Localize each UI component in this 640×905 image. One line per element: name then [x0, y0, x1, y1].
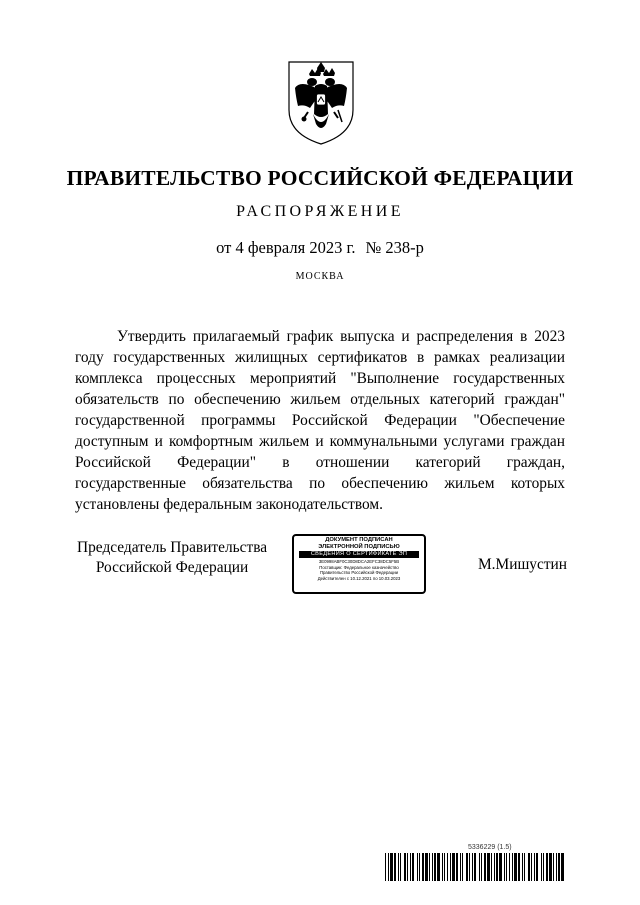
signer-name: М.Мишустин — [478, 556, 568, 573]
stamp-heading-line1: ДОКУМЕНТ ПОДПИСАН — [325, 537, 393, 543]
signer-position-line1: Председатель Правительства — [77, 539, 268, 556]
document-city: МОСКВА — [295, 271, 345, 282]
stamp-certificate-bar: СВЕДЕНИЯ О СЕРТИФИКАТЕ ЭП — [299, 551, 419, 558]
barcode-code: 5336229 (1.5) — [468, 844, 512, 851]
document-date: от 4 февраля 2023 г. — [216, 238, 356, 257]
document-title: ПРАВИТЕЛЬСТВО РОССИЙСКОЙ ФЕДЕРАЦИИ — [66, 166, 574, 190]
document-type: РАСПОРЯЖЕНИЕ — [236, 203, 404, 220]
stamp-issuer-line1: Поставщик: Федеральное казначейство — [319, 564, 399, 570]
document-dateline — [0, 238, 640, 258]
signer-position — [77, 538, 267, 578]
stamp-validity: Действителен с 10.12.2021 по 10.03.2023 — [317, 575, 401, 581]
signer-position-line2: Российской Федерации — [95, 559, 249, 576]
russian-coat-of-arms-icon — [286, 58, 356, 146]
document-number: № 238-р — [365, 238, 424, 257]
barcode-icon — [385, 853, 565, 881]
electronic-signature-stamp — [292, 534, 426, 594]
stamp-serial: 3E0998ABF0C30D8DCA2EFC38DC5F5B — [318, 559, 400, 564]
stamp-issuer-line2: Правительство Российской Федерации — [319, 570, 399, 576]
stamp-heading-line2: ЭЛЕКТРОННОЙ ПОДПИСЬЮ — [318, 543, 400, 550]
body-paragraph: Утвердить прилагаемый график выпуска и распределения в 2023 году государственных жилищных сертификатов в рамках реализации комплекса процессных мероприятий "Выполнение государственных обязательств по обеспечению жильем отдельных категорий граждан" государственной программы Российской Федерации "Обеспечение доступным и комфортным жильем и коммунальными услугами граждан Российской Федерации" в отношении категорий граждан, государственные обязательства по обеспечению жильем которых установлены федеральным законодательством. — [75, 328, 565, 513]
